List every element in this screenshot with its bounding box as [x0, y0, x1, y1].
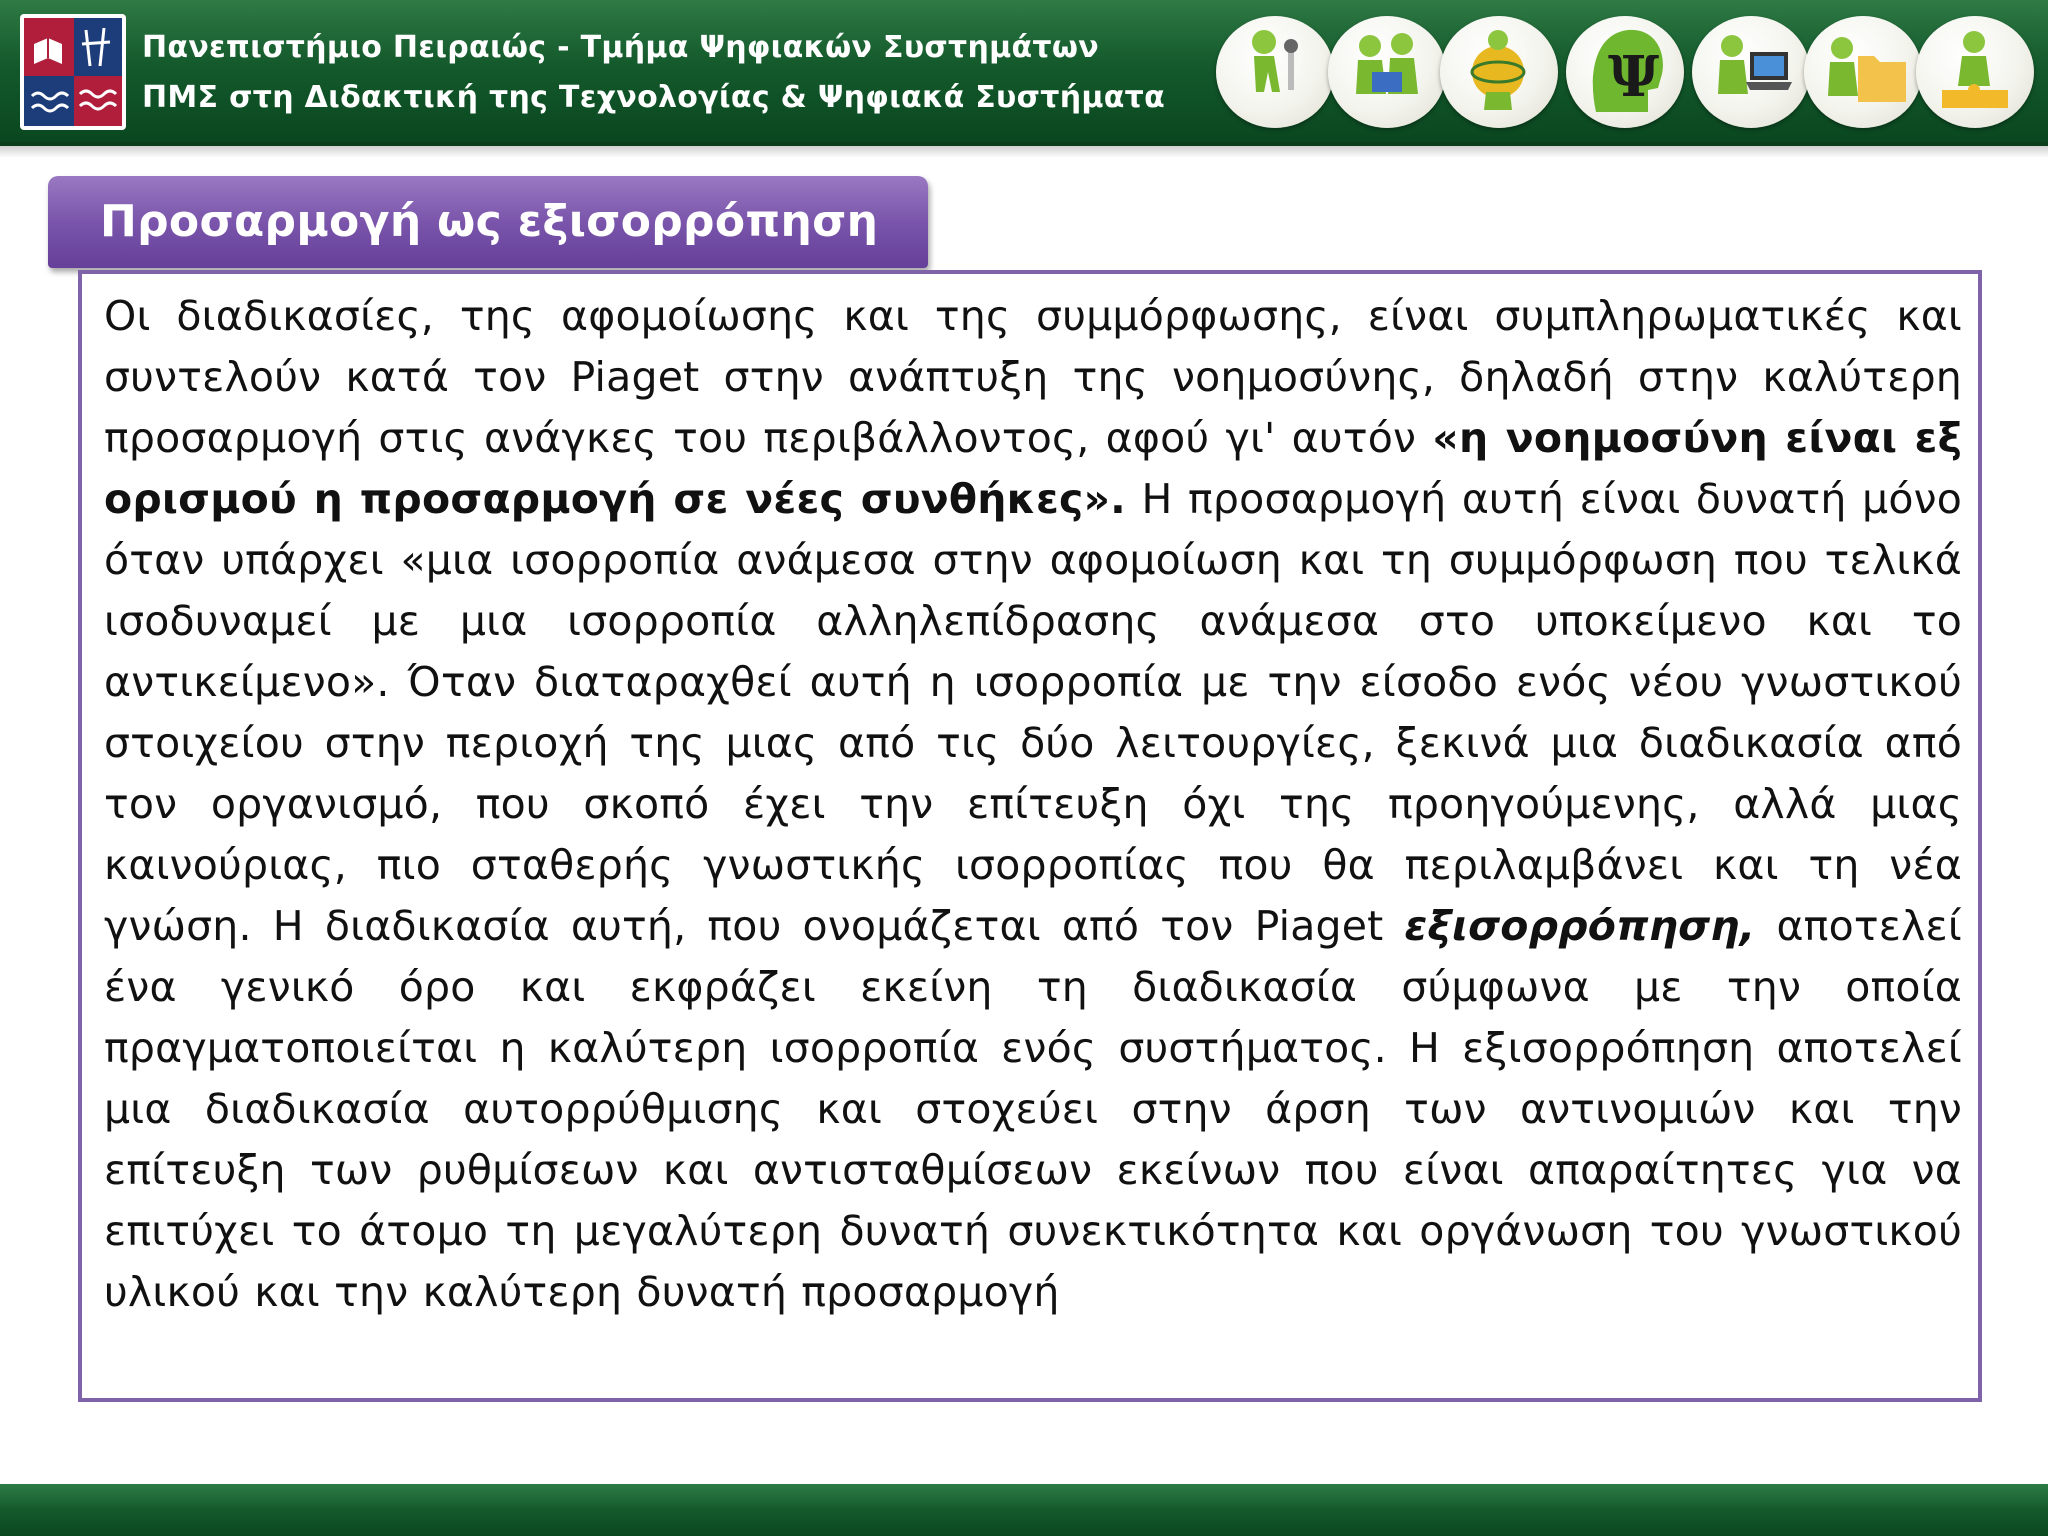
header-shadow [0, 146, 2048, 158]
body-text-part-2: Η προσαρμογή αυτή είναι δυνατή μόνο όταν υπάρχει «μια ισορροπία ανάμεσα στην αφομοίωση και τη συμμόρφωση που τελικά ισοδυναμεί με μια ισορροπία αλληλεπίδρασης ανάμεσα στο υποκείμενο και το αντικείμενο». Όταν διαταραχθεί αυτή η ισορροπία με την είσοδο ενός νέου γνωστικού στοιχείου στην περιοχή της μιας από τις δύο λειτουργίες, ξεκινά μια διαδικασία από τον οργανισμό, που σκοπό έχει την επίτευξη όχι της προηγούμενης, αλλά μιας καινούριας, πιο σταθερής γνωστικής ισορροπίας που θα περιλαμβάνει και τη νέα γνώση. Η διαδικασία αυτή, που ονομάζεται από τον Piaget [104, 475, 1963, 950]
content-box [78, 270, 1982, 1402]
two-figures-reading-icon [1328, 16, 1446, 128]
figure-globe-icon [1440, 16, 1558, 128]
psi-symbol: Ψ [1608, 44, 1660, 110]
figures-microphone-icon [1216, 16, 1334, 128]
body-paragraph [104, 286, 1962, 1323]
body-text-part-3: αποτελεί ένα γενικό όρο και εκφράζει εκείνη τη διαδικασία σύμφωνα με την οποία πραγματοποιείται η καλύτερη ισορροπία ενός συστήματος. Η εξισορρόπηση αποτελεί μια διαδικασία αυτορρύθμισης και στοχεύει στην άρση των αντινομιών και την επίτευξη των ρυθμίσεων και αντισταθμίσεων εκείνων που είναι απαραίτητες για να επιτύχει το άτομο τη μεγαλύτερη δυνατή συνεκτικότητα και οργάνωση του γνωστικού υλικού και την καλύτερη δυνατή προσαρμογή [104, 902, 1962, 1316]
header-icon-strip [1216, 16, 2036, 128]
header-university-name: Πανεπιστήμιο Πειραιώς - Τμήμα Ψηφιακών Συστημάτων [142, 30, 1099, 65]
university-logo-icon [20, 14, 126, 130]
figure-puzzle-icon [1916, 16, 2034, 128]
footer-band [0, 1484, 2048, 1536]
psi-head-icon [1566, 16, 1684, 128]
bold-italic-term: εξισορρόπηση, [1404, 902, 1756, 950]
university-logo [20, 14, 126, 130]
figure-folder-icon [1804, 16, 1922, 128]
header-program-name: ΠΜΣ στη Διδακτική της Τεχνολογίας & Ψηφιακά Συστήματα [142, 80, 1165, 115]
figure-laptop-icon [1692, 16, 1810, 128]
body-text-part-1: Οι διαδικασίες, της αφομοίωσης και της συμμόρφωσης, είναι συμπληρωματικές και συντελούν κατά τον Piaget στην ανάπτυξη της νοημοσύνης, δηλαδή στην καλύτερη προσαρμογή στις ανάγκες του περιβάλλοντος, αφού γι' αυτόν [104, 292, 1962, 462]
bold-quote: «η νοημοσύνη είναι εξ ορισμού η προσαρμογή σε νέες συνθήκες». [104, 414, 1963, 523]
slide-title: Προσαρμογή ως εξισορρόπηση [100, 196, 879, 247]
header-band [0, 0, 2048, 146]
slide-title-tab [48, 176, 928, 268]
